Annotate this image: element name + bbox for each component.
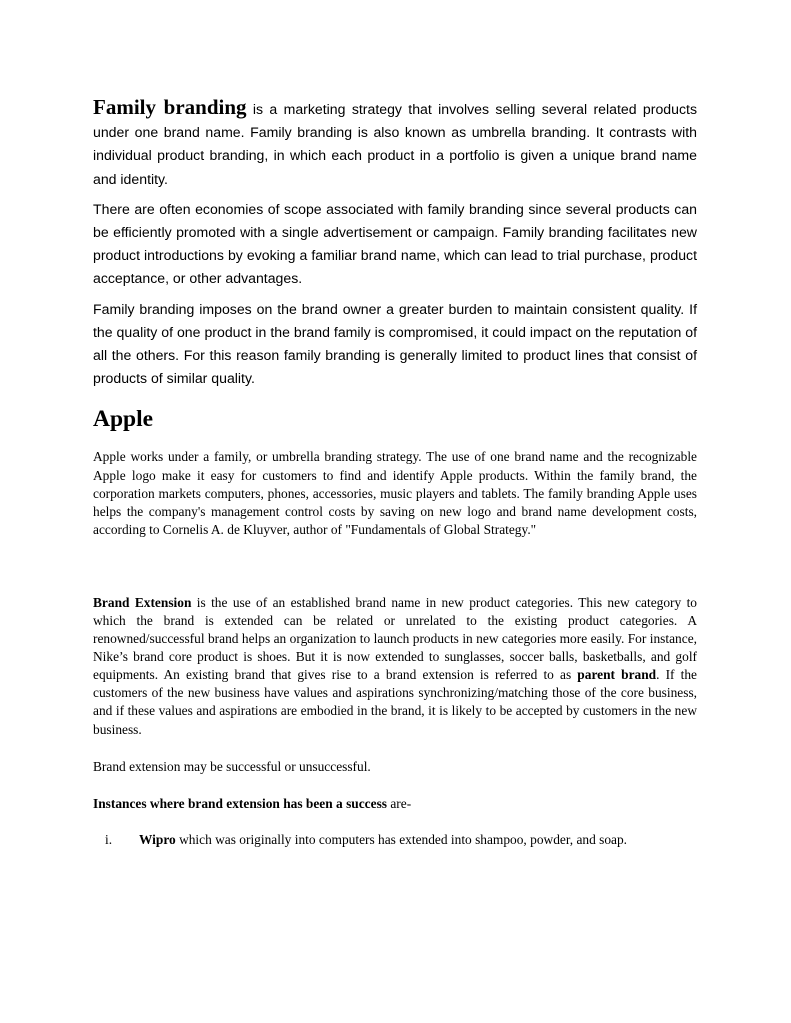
apple-heading: Apple: [93, 406, 154, 433]
list-item-description: which was originally into computers has extended into shampoo, powder, and soap.: [175, 831, 628, 847]
list-item-number: i.: [105, 831, 113, 847]
brand-extension-term: Brand Extension: [93, 594, 192, 610]
family-branding-intro: [93, 96, 697, 191]
apple-paragraph: Apple works under a family, or umbrella branding strategy. The use of one brand name and the recognizable Apple logo make it easy for customers to find and identify Apple products. Within the family brand, the corporation markets computers, phones, accessories, music players and tablets. The family branding Apple uses helps the company's management control costs by saving on new logo and brand name development costs, according to Cornelis A. de Kluyver, author of "Fundamentals of Global Strategy.": [93, 449, 697, 537]
family-branding-burden: Family branding imposes on the brand owner a greater burden to maintain consistent quality. If the quality of one product in the brand family is compromised, it could impact on the reputation of all the others. For this reason family branding is generally limited to product lines that consist of products of similar quality.: [93, 300, 697, 387]
brand-extension-text-1: is the use of an established brand name in new product categories. This new category to which the brand is extended can be related or unrelated to the existing product categories. A renowned/successful brand helps an organization to launch products in new categories more easily. For instance, Nike’s brand core product is shoes. But it is now extended to sunglasses, soccer balls, basketballs, and golf equipments. An existing brand that gives rise to a brand extension is referred to as: [93, 594, 697, 683]
parent-brand-term: parent brand: [577, 667, 657, 683]
instances-lead-rest: are-: [387, 795, 412, 811]
success-instances-list: [93, 831, 697, 849]
brand-extension-paragraph: [93, 594, 697, 739]
instances-lead-bold: Instances where brand extension has been a success: [93, 795, 387, 811]
family-branding-intro-text: is a marketing strategy that involves selling several related products under one brand name. Family branding is also known as umbrella branding. It contrasts with individual product branding, in which each product in a portfolio is given a unique brand name and identity.: [93, 101, 697, 187]
brand-extension-text-2: . If the customers of the new business have values and aspirations synchronizing/matching those of the core business, and if these values and aspirations are embodied in the brand, it is likely to be accepted by customers in the new business.: [93, 667, 697, 737]
success-note: Brand extension may be successful or unsuccessful.: [93, 758, 371, 774]
list-item-text: [139, 831, 697, 849]
list-item: [93, 831, 697, 849]
family-branding-term: Family branding: [93, 95, 247, 119]
family-branding-economies: There are often economies of scope associated with family branding since several products can be efficiently promoted with a single advertisement or campaign. Family branding facilitates new product introductions by evoking a familiar brand name, which can lead to trial purchase, product acceptance, or other advantages.: [93, 200, 697, 287]
document-page: [93, 96, 697, 849]
instances-lead: [93, 795, 697, 813]
list-item-brand: Wipro: [139, 831, 176, 847]
